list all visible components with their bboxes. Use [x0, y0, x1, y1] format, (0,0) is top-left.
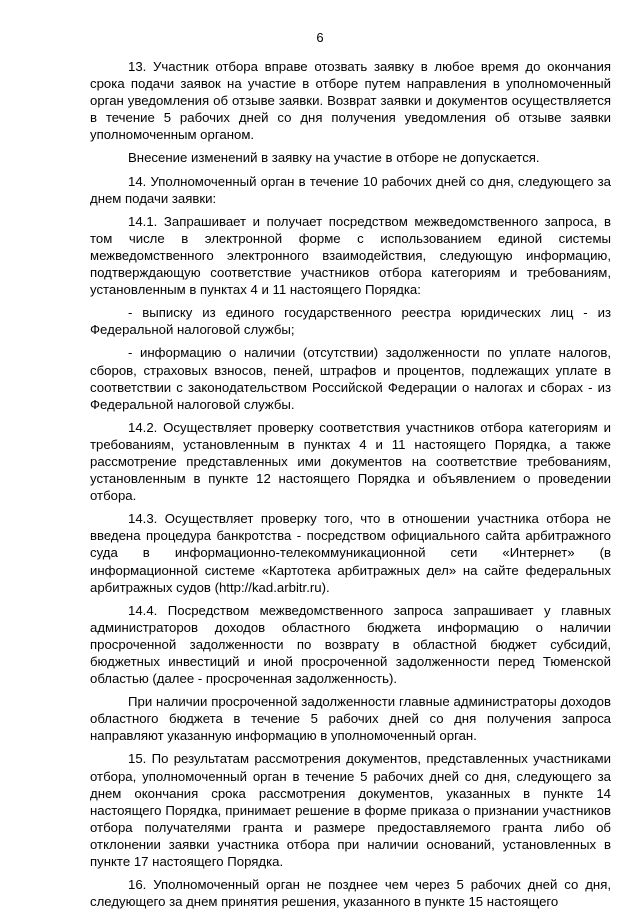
paragraph-13: 13. Участник отбора вправе отозвать заявку в любое время до окончания срока подачи заявок на участие в отборе путем направления в уполномоченный орган уведомления об отзыве заявки. Возврат заявки и документов осуществляется в течение 5 рабочих дней со дня получения уведомления об отзыве заявки уполномоченным органом. — [90, 59, 611, 143]
paragraph-14-4-note: При наличии просроченной задолженности главные администраторы доходов областного бюджета в течение 5 рабочих дней со дня получения запроса направляют указанную информацию в уполномоченный орган. — [90, 694, 611, 744]
paragraph-14-1: 14.1. Запрашивает и получает посредством межведомственного запроса, в том числе в электронной форме с использованием единой системы межведомственного электронного взаимодействия, следующую информацию, подтверждающую соответствие участников отбора категориям и требованиям, установленным в пунктах 4 и 11 настоящего Порядка: — [90, 213, 611, 298]
paragraph-14-1-item-1: - выписку из единого государственного реестра юридических лиц - из Федеральной налоговой службы; — [90, 305, 611, 338]
paragraph-16: 16. Уполномоченный орган не позднее чем через 5 рабочих дней со дня, следующего за днем принятия решения, указанного в пункте 15 настоящего — [90, 877, 611, 910]
document-body — [90, 58, 611, 916]
paragraph-14-2: 14.2. Осуществляет проверку соответствия участников отбора категориям и требованиям, установленным в пунктах 4 и 11 настоящего Порядка, а также рассмотрение представленных ими документов на соответствие требованиям, установленным в пункте 12 настоящего Порядка и объявлением о проведении отбора. — [90, 419, 611, 504]
paragraph-15: 15. По результатам рассмотрения документов, представленных участниками отбора, уполномоченный орган в течение 5 рабочих дней со дня, следующего за днем окончания срока рассмотрения документов, указанных в пункте 14 настоящего Порядка, принимает решение в форме приказа о признании участников отбора получателями гранта и размере предоставляемого гранта либо об отклонении заявки участника отбора при наличии оснований, установленных в пункте 17 настоящего Порядка. — [90, 751, 611, 870]
paragraph-14-1-item-2: - информацию о наличии (отсутствии) задолженности по уплате налогов, сборов, страховых взносов, пеней, штрафов и процентов, подлежащих уплате в соответствии с законодательством Российской Федерации о налогах и сборах - из Федеральной налоговой службы. — [90, 345, 611, 412]
paragraph-14-4: 14.4. Посредством межведомственного запроса запрашивает у главных администраторов доходов областного бюджета информацию о наличии просроченной задолженности по возврату в областной бюджет субсидий, бюджетных инвестиций и иной просроченной задолженности перед Тюменской областью (далее - просроченная задолженность). — [90, 602, 611, 687]
paragraph-14-3: 14.3. Осуществляет проверку того, что в отношении участника отбора не введена процедура банкротства - посредством официального сайта арбитражного суда в информационно-телекоммуникационной сети «Интернет» (в информационной системе «Картотека арбитражных дел» на сайте федеральных арбитражных судов (http://kad.arbitr.ru). — [90, 511, 611, 595]
paragraph-14: 14. Уполномоченный орган в течение 10 рабочих дней со дня, следующего за днем подачи заявки: — [90, 173, 611, 206]
page-number: 6 — [316, 30, 324, 45]
paragraph-13-note: Внесение изменений в заявку на участие в отборе не допускается. — [128, 150, 540, 166]
